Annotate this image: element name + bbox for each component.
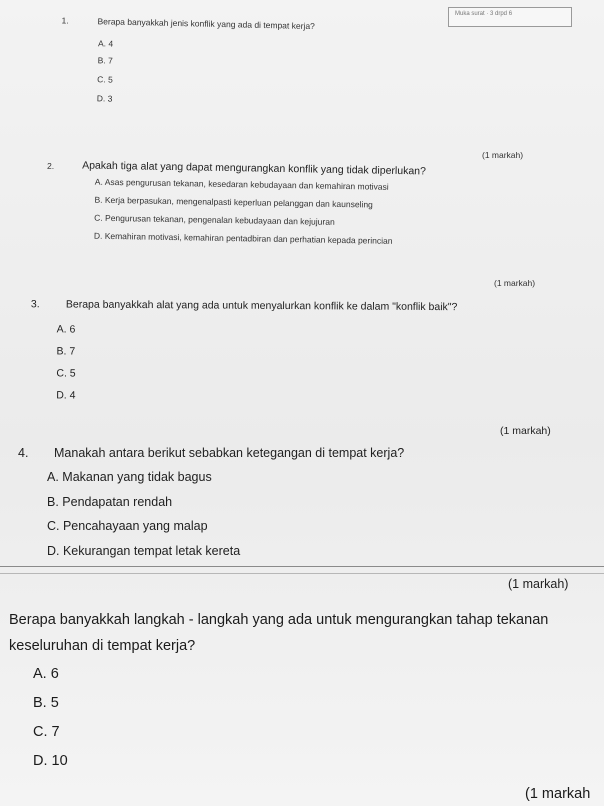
question-1-option-a: A. 4 — [97, 38, 114, 49]
answer-line-upper — [0, 566, 604, 567]
question-5-text-line1: Berapa banyakkah langkah - langkah yang ada untuk mengurangkan tahap tekanan — [9, 612, 549, 628]
question-1-marks: (1 markah) — [482, 150, 524, 160]
question-2-text: Apakah tiga alat yang dapat mengurangkan konflik yang tidak diperlukan? — [82, 159, 427, 178]
question-2-option-a: A. Asas pengurusan tekanan, kesedaran kebudayaan dan kemahiran motivasi — [94, 176, 389, 192]
question-2-option-c: C. Pengurusan tekanan, pengenalan kebudayaan dan kejujuran — [94, 212, 335, 227]
question-3-number: 3. — [30, 298, 40, 311]
question-4-text: Manakah antara berikut sebabkan ketegangan di tempat kerja? — [54, 446, 405, 460]
question-5-option-d: D. 10 — [33, 753, 68, 769]
question-4-number: 4. — [18, 446, 29, 460]
question-3-option-a: A. 6 — [56, 323, 76, 336]
question-5-marks: (1 markah — [525, 786, 591, 802]
question-2-option-b: B. Kerja berpasukan, mengenalpasti keperluan pelanggan dan kaunseling — [94, 194, 373, 210]
question-5-text-line2: keseluruhan di tempat kerja? — [9, 638, 196, 654]
question-4-option-b: B. Pendapatan rendah — [47, 495, 173, 509]
question-5-option-b: B. 5 — [33, 695, 59, 711]
question-2-option-d: D. Kemahiran motivasi, kemahiran pentadbiran dan perhatian kepada perincian — [93, 230, 393, 246]
question-2-number: 2. — [47, 160, 55, 171]
question-1-option-b: B. 7 — [97, 55, 113, 66]
question-1-option-d: D. 3 — [96, 93, 113, 104]
question-5-option-c: C. 7 — [33, 724, 60, 740]
question-1-text: Berapa banyakkah jenis konflik yang ada di tempat kerja? — [97, 16, 315, 32]
question-1-number: 1. — [61, 15, 69, 26]
question-3-option-c: C. 5 — [56, 367, 76, 380]
question-4-option-d: D. Kekurangan tempat letak kereta — [47, 544, 241, 558]
question-4-option-c: C. Pencahayaan yang malap — [47, 519, 208, 533]
page-header-text: Muka surat · 3 drpd 6 — [455, 11, 513, 17]
answer-line-lower — [0, 573, 604, 574]
question-3-marks: (1 markah) — [500, 425, 551, 437]
page-header-box — [448, 7, 572, 27]
question-4-marks: (1 markah) — [508, 577, 569, 591]
question-5-option-a: A. 6 — [33, 666, 59, 682]
question-3-option-b: B. 7 — [56, 345, 76, 358]
question-3-text: Berapa banyakkah alat yang ada untuk menyalurkan konflik ke dalam "konflik baik"? — [65, 298, 458, 314]
question-3-option-d: D. 4 — [56, 389, 76, 402]
question-4-option-a: A. Makanan yang tidak bagus — [47, 470, 212, 484]
question-2-marks: (1 markah) — [494, 278, 536, 288]
question-1-option-c: C. 5 — [97, 74, 113, 85]
